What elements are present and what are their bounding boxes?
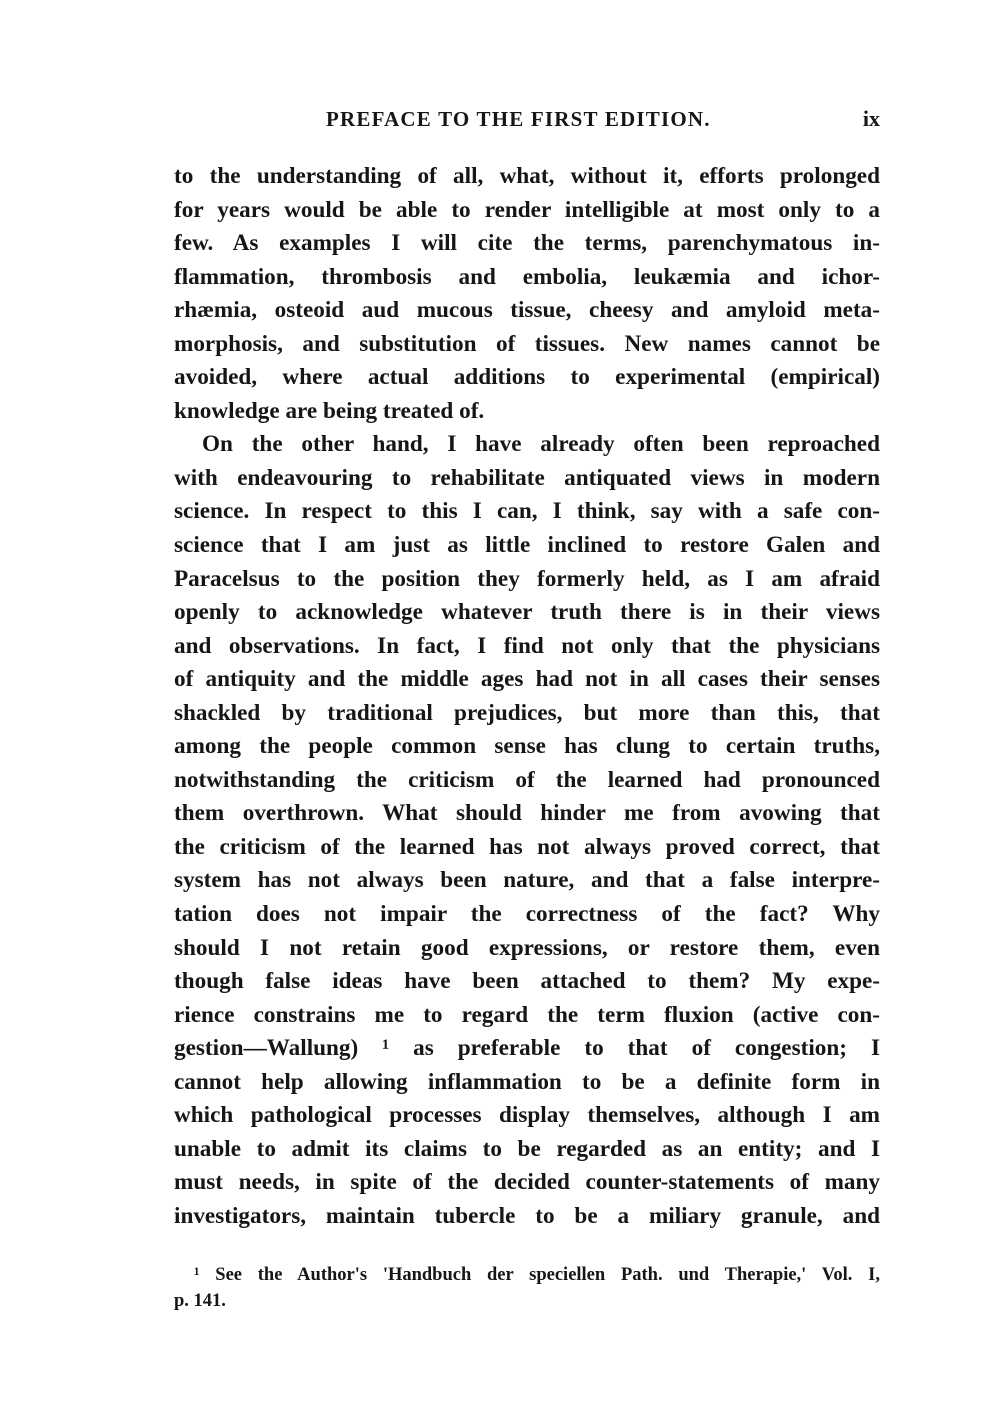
text-line: shackled by traditional prejudices, but more than this, that [174, 699, 880, 726]
body-text [174, 160, 880, 1234]
text-line: tation does not impair the correctness of the fact? Why [174, 901, 880, 928]
footnote [174, 1262, 880, 1314]
text-line: rhæmia, osteoid aud mucous tissue, cheesy and amyloid meta- [174, 297, 880, 324]
text-line: the criticism of the learned has not always proved correct, that [174, 833, 880, 860]
text-line: investigators, maintain tubercle to be a miliary granule, and [174, 1202, 880, 1229]
paragraph-end-line: knowledge are being treated of. [174, 397, 485, 424]
running-title: PREFACE TO THE FIRST EDITION. [326, 107, 711, 131]
text-line: science. In respect to this I can, I think, say with a safe con- [174, 498, 880, 525]
text-line: system has not always been nature, and that a false interpre- [174, 867, 880, 894]
text-line: few. As examples I will cite the terms, parenchymatous in- [174, 230, 880, 257]
running-head [174, 102, 880, 136]
text-line: with endeavouring to rehabilitate antiquated views in modern [174, 464, 880, 491]
text-line: cannot help allowing inflammation to be a definite form in [174, 1068, 880, 1095]
text-line: among the people common sense has clung to certain truths, [174, 733, 880, 760]
text-line: notwithstanding the criticism of the learned had pronounced [174, 766, 880, 793]
text-line: unable to admit its claims to be regarded as an entity; and I [174, 1135, 880, 1162]
paragraph-start-line: On the other hand, I have already often been reproached [202, 431, 880, 458]
text-line: for years would be able to render intelligible at most only to a [174, 196, 880, 223]
text-line: openly to acknowledge whatever truth there is in their views [174, 599, 880, 626]
text-line-footnote-ref: gestion—Wallung) ¹ as preferable to that of congestion; I [174, 1035, 880, 1062]
text-line: must needs, in spite of the decided counter-statements of many [174, 1169, 880, 1196]
text-line: flammation, thrombosis and embolia, leukæmia and ichor- [174, 263, 880, 290]
footnote-line: ¹ See the Author's 'Handbuch der speciellen Path. und Therapie,' Vol. I, [194, 1265, 880, 1285]
text-line: avoided, where actual additions to experimental (empirical) [174, 364, 880, 391]
text-line: and observations. In fact, I find not only that the physicians [174, 632, 880, 659]
text-line: rience constrains me to regard the term fluxion (active con- [174, 1001, 880, 1028]
text-line: to the understanding of all, what, without it, efforts prolonged [174, 163, 880, 189]
text-line: science that I am just as little inclined to restore Galen and [174, 532, 880, 559]
text-line: morphosis, and substitution of tissues. New names cannot be [174, 330, 880, 357]
text-line: which pathological processes display themselves, although I am [174, 1102, 880, 1129]
text-line: should I not retain good expressions, or restore them, even [174, 934, 880, 961]
footnote-line: p. 141. [174, 1291, 226, 1311]
text-line: them overthrown. What should hinder me from avowing that [174, 800, 880, 827]
page-number: ix [862, 106, 880, 131]
text-line: Paracelsus to the position they formerly held, as I am afraid [174, 565, 880, 592]
text-line: though false ideas have been attached to them? My expe- [174, 968, 880, 995]
text-line: of antiquity and the middle ages had not in all cases their senses [174, 666, 880, 693]
